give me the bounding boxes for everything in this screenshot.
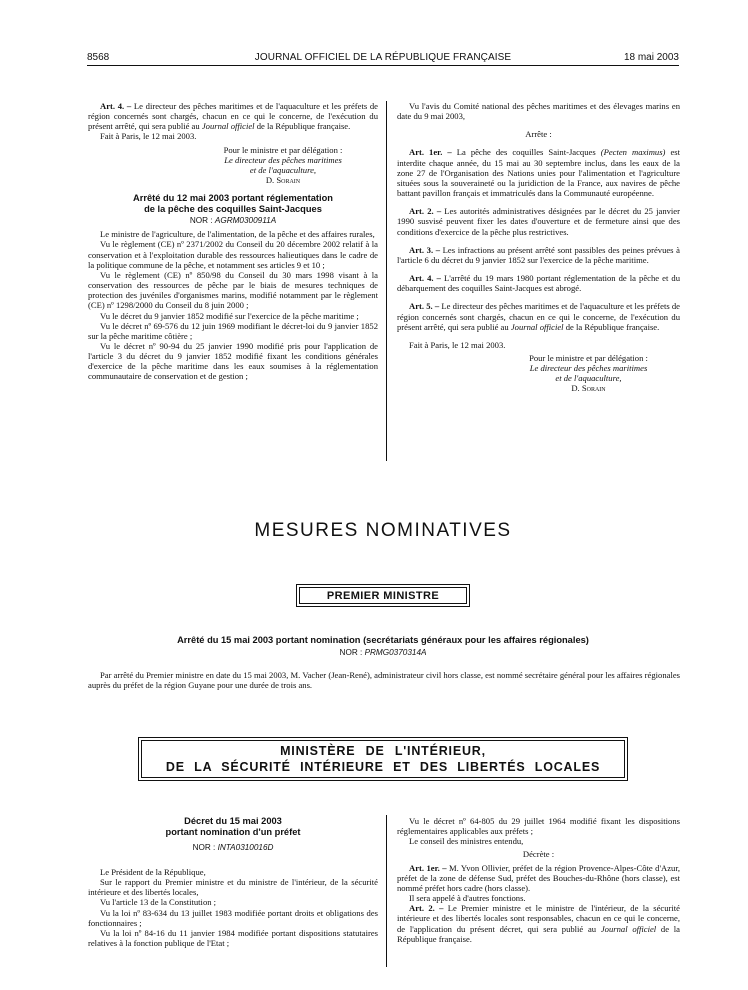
paragraph: Le ministre de l'agriculture, de l'alimentation, de la pêche et des affaires rurales,: [100, 229, 375, 240]
paragraph: Vu le décret du 9 janvier 1852 modifié sur l'exercice de la pêche maritime ;: [100, 310, 359, 321]
column-divider: [386, 815, 387, 967]
fait-a-paris: Fait à Paris, le 12 mai 2003.: [409, 339, 506, 350]
paragraph: Vu la loi nº 83-634 du 13 juillet 1983 modifiée portant droits et obligations des fonctionnaires ;: [88, 907, 378, 928]
left-column-top: [88, 101, 378, 382]
nomination-paragraph: Par arrêté du Premier ministre en date du 15 mai 2003, M. Vacher (Jean-René), administrateur civil hors classe, est nommé secrétaire général pour les affaires régionales auprès du préfet de la région Guyane pour une durée de trois ans.: [88, 670, 680, 691]
article-1: Art. 1er. – La pêche des coquilles Saint-Jacques (Pecten maximus) est interdite chaque année, du 15 mai au 30 septembre inclus, dans les eaux de la zone 27 de l'Organisation des Nations unies pour l'alimentation et l'agriculture situées sous la souveraineté ou la juridiction de la France, aux navires de pêche battant pavillon français et immatriculés dans la Communauté européenne.: [397, 147, 680, 199]
paragraph: Vu le décret nº 64-805 du 29 juillet 1964 modifié fixant les dispositions réglementaires applicables aux préfets ;: [397, 816, 680, 837]
arrete-heading: Arrête :: [525, 129, 552, 140]
issue-date: 18 mai 2003: [623, 52, 679, 63]
paragraph: Vu le décret nº 90-94 du 25 janvier 1990 modifié pris pour l'application de l'article 3 du décret du 9 janvier 1852 modifié fixant les conditions générales d'exercice de la pêche maritime dans les eaux soumises à la réglementation communautaire de conservation et de gestion ;: [88, 340, 378, 382]
paragraph: Le Président de la République,: [100, 867, 206, 877]
column-divider: [386, 101, 387, 461]
decrete-heading: Décrète :: [522, 849, 555, 860]
arrete-nomination-title: Arrêté du 15 mai 2003 portant nomination (secrétariats généraux pour les affaires régionales): [177, 635, 589, 645]
article-2: Art. 2. – Le Premier ministre et le ministre de l'intérieur, de la sécurité intérieure et des libertés locales sont responsables, chacun en ce qui le concerne, de l'application du présent décret, qui sera publié au Journal officiel de la République française.: [397, 903, 680, 944]
nor-reference: NOR : PRMG0370314A: [339, 648, 427, 657]
article-2: Art. 2. – Les autorités administratives désignées par le décret du 25 janvier 1990 susvisé peuvent fixer les dates d'ouverture et de fermeture ainsi que des conditions d'exercice de la pêche plus restrictives.: [397, 206, 680, 237]
right-column-top: [397, 101, 680, 394]
decret-title: Décret du 15 mai 2003: [184, 816, 282, 826]
paragraph: Vu le règlement (CE) nº 850/98 du Conseil du 30 mars 1998 visant à la conservation des ressources de pêche par le biais de mesures techniques de protection des juvéniles d'organismes marins, modifié notamment par le règlement (CE) nº 1298/2000 du Conseil du 8 juin 2000 ;: [88, 269, 378, 311]
paragraph: Il sera appelé à d'autres fonctions.: [409, 893, 526, 904]
article-5: Art. 5. – Le directeur des pêches maritimes et de l'aquaculture et les préfets de région concernés sont chargés, chacun en ce qui le concerne, de l'exécution du présent arrêté, qui sera publié au Journal officiel de la République française.: [397, 301, 680, 332]
signatory-name: D. Sorain: [265, 175, 301, 186]
right-column-bottom: [397, 816, 680, 944]
journal-title: JOURNAL OFFICIEL DE LA RÉPUBLIQUE FRANÇAISE: [254, 52, 512, 63]
page-number: 8568: [87, 52, 110, 63]
paragraph: Vu l'article 13 de la Constitution ;: [100, 897, 217, 908]
article-4: Art. 4. – L'arrêté du 19 mars 1980 portant réglementation de la pêche et du débarquement des coquilles Saint-Jacques est abrogé.: [397, 273, 680, 294]
nor-reference: NOR : AGRM0300911A: [189, 216, 277, 226]
article-4: Art. 4. – Le directeur des pêches maritimes et de l'aquaculture et les préfets de région concernés sont chargés, chacun en ce qui le concerne, de l'exécution du présent arrêté, qui sera publié au Journal officiel de la République française.: [88, 101, 378, 132]
premier-ministre-box: PREMIER MINISTRE: [296, 584, 470, 607]
paragraph: Vu le décret nº 69-576 du 12 juin 1969 modifiant le décret-loi du 9 janvier 1852 sur la pêche maritime côtière ;: [88, 320, 378, 341]
article-1: Art. 1er. – M. Yvon Ollivier, préfet de la région Provence-Alpes-Côte d'Azur, préfet de la zone de défense Sud, préfet des Bouches-du-Rhône (hors classe), est nommé préfet hors cadre (hors classe).: [397, 862, 680, 893]
paragraph: Vu l'avis du Comité national des pêches maritimes et des élevages marins en date du 9 mai 2003,: [397, 101, 680, 122]
fait-a-paris: Fait à Paris, le 12 mai 2003.: [100, 131, 197, 142]
paragraph: Vu la loi nº 84-16 du 11 janvier 1984 modifiée portant dispositions statutaires relatives à la fonction publique de l'Etat ;: [88, 927, 378, 949]
arrete-title: Arrêté du 12 mai 2003 portant réglementation de la pêche des coquilles Saint-Jacques NOR : AGRM0300911A: [88, 193, 378, 226]
paragraph: Vu le règlement (CE) nº 2371/2002 du Conseil du 20 décembre 2002 relatif à la conservation et à l'exploitation durable des ressources halieutiques dans le cadre de la politique commune de la pêche, et notamment ses articles 9 et 10 ;: [88, 239, 378, 270]
signatory-name: D. Sorain: [571, 383, 606, 394]
left-column-bottom: Décret du 15 mai 2003 portant nomination d'un préfet NOR : INTA0310016D Le Président de la République, Sur le rapport du Premier ministre et du ministre de l'intérieur, de la sécurité intérieure et des libertés locales, Vu l'article 13 de la Constitution ; Vu la loi nº 83-634 du 13 juillet 1983 modifiée portant droits et obligations des fonctionnaires ; Vu la loi nº 84-16 du 11 janvier 1984 modifiée portant dispositions statutaires relatives à la fonction publique de l'Etat ;: [88, 816, 378, 949]
article-3: Art. 3. – Les infractions au présent arrêté sont passibles des peines prévues à l'article 6 du décret du 9 janvier 1852 sur l'exercice de la pêche maritime.: [397, 244, 680, 265]
signature-block: Pour le ministre et par délégation : Le directeur des pêches maritimes et de l'aquaculture, D. Sorain: [397, 353, 680, 394]
paragraph: Le conseil des ministres entendu,: [409, 836, 524, 847]
signature-block: Pour le ministre et par délégation : Le directeur des pêches maritimes et de l'aquaculture, D. Sorain: [88, 145, 378, 186]
header-rule: [87, 65, 679, 66]
section-title: MESURES NOMINATIVES: [254, 520, 512, 541]
nor-reference: NOR : INTA0310016D: [192, 843, 274, 852]
paragraph: Sur le rapport du Premier ministre et du ministre de l'intérieur, de la sécurité intérieure et des libertés locales,: [88, 877, 378, 898]
ministere-interieur-box: MINISTÈRE DE L'INTÉRIEUR, DE LA SÉCURITÉ INTÉRIEURE ET DES LIBERTÉS LOCALES: [138, 737, 628, 781]
page-header: [87, 52, 679, 66]
